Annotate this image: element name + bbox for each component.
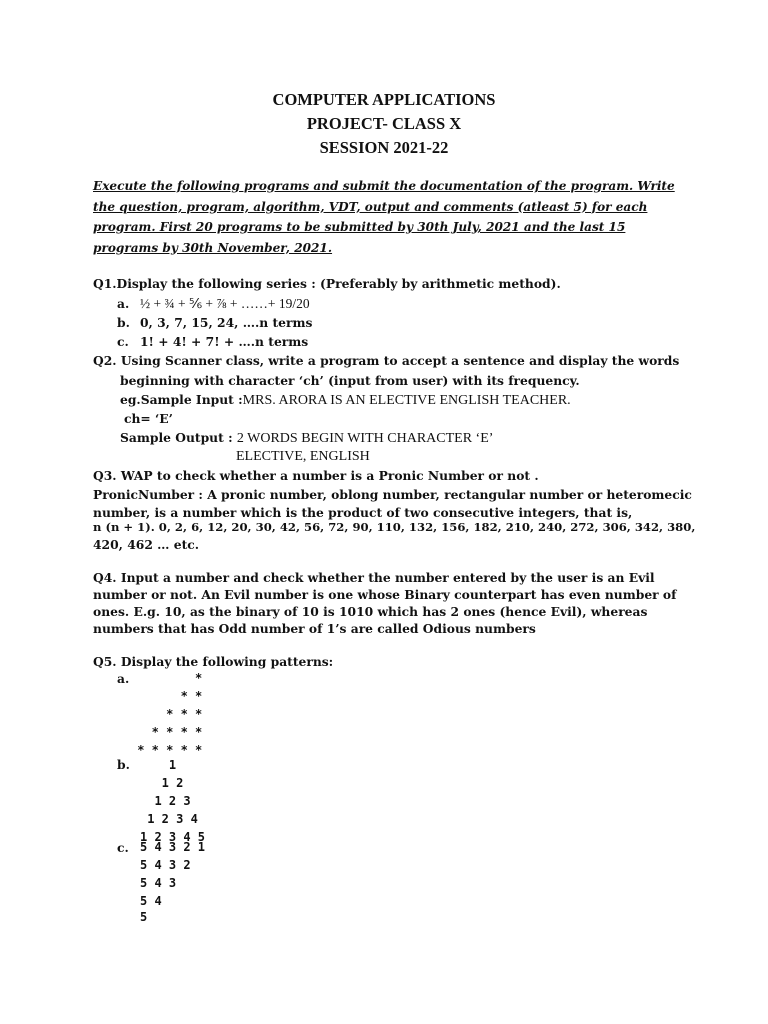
pattern-a-row-5: * * * * * <box>130 743 203 757</box>
q1-a-label: a. <box>117 296 130 311</box>
q5-b-label: b. <box>117 757 130 772</box>
q1-item-c <box>117 332 308 352</box>
q4-line4: numbers that has Odd number of 1’s are called Odious numbers <box>93 621 536 636</box>
q2-output-line2 <box>236 447 370 466</box>
header-project: PROJECT- CLASS X <box>306 114 462 133</box>
q2-ch-line: ch= ‘E’ <box>124 411 173 426</box>
pattern-b-row-2: 1 2 <box>140 776 184 790</box>
header-session: SESSION 2021-22 <box>319 138 449 157</box>
pattern-c-row-3: 5 4 3 <box>140 876 177 890</box>
q2-line1: Q2. Using Scanner class, write a program to accept a sentence and display the words <box>93 353 680 368</box>
q4-line1: Q4. Input a number and check whether the number entered by the user is an Evil <box>93 570 655 585</box>
q2-input-label: eg.Sample Input : <box>120 392 243 407</box>
instructions-paragraph: Execute the following programs and submit the documentation of the program. Write the question, program, algorithm, VDT, output and comments (atleast 5) for each program. First 20 programs to be submitted by 30th July, 2021 and the last 15 programs by 30th November, 2021. <box>93 179 675 255</box>
q3-line4: n (n + 1). 0, 2, 6, 12, 20, 30, 42, 56, 72, 90, 110, 132, 156, 182, 210, 240, 272, 306, 342, 380, <box>93 520 696 534</box>
pattern-b-row-4: 1 2 3 4 <box>140 812 198 826</box>
q1-title: Q1.Display the following series : (Preferably by arithmetic method). <box>93 276 561 291</box>
q3-line2: PronicNumber : A pronic number, oblong number, rectangular number or heteromecic <box>93 487 692 502</box>
pattern-a-row-2: * * <box>130 689 203 703</box>
pattern-a-row-4: * * * * <box>130 725 203 739</box>
q1-b-label: b. <box>117 315 130 330</box>
q4-line2: number or not. An Evil number is one whose Binary counterpart has even number of <box>93 587 677 602</box>
pattern-a-row-1: * <box>130 671 203 685</box>
q1-c-label: c. <box>117 334 129 349</box>
pattern-b-row-5: 1 2 3 4 5 <box>140 830 206 844</box>
pattern-b-row-3: 1 2 3 <box>140 794 191 808</box>
document-header <box>0 88 768 160</box>
pattern-b-row-1: 1 <box>140 758 177 772</box>
q1-a-text: ½ + ¾ + ⅚ + ⅞ + ……+ 19/20 <box>140 296 310 311</box>
q2-line2: beginning with character ‘ch’ (input from user) with its frequency. <box>120 373 580 388</box>
q2-output-label: Sample Output : <box>120 430 233 445</box>
q3-line3: number, is a number which is the product of two consecutive integers, that is, <box>93 505 633 520</box>
q1-item-b <box>117 313 312 333</box>
q2-sample-output <box>120 428 493 448</box>
q2-output-value2: ELECTIVE, ENGLISH <box>236 449 370 464</box>
q5-c-label: c. <box>117 840 129 855</box>
pattern-c-row-5: 5 <box>140 910 148 924</box>
q4-line3: ones. E.g. 10, as the binary of 10 is 1010 which has 2 ones (hence Evil), whereas <box>93 604 648 619</box>
q5-a-label: a. <box>117 671 130 686</box>
q2-sample-input <box>120 390 571 410</box>
pattern-c-row-1: 5 4 3 2 1 <box>140 840 206 854</box>
pattern-c-row-4: 5 4 <box>140 894 162 908</box>
header-subject: COMPUTER APPLICATIONS <box>272 90 496 109</box>
pattern-c-row-2: 5 4 3 2 <box>140 858 191 872</box>
q5-title: Q5. Display the following patterns: <box>93 654 334 669</box>
q1-b-text: 0, 3, 7, 15, 24, ….n terms <box>140 315 313 330</box>
q2-input-value: MRS. ARORA IS AN ELECTIVE ENGLISH TEACHER. <box>242 393 571 408</box>
pattern-a-row-3: * * * <box>130 707 203 721</box>
q1-item-a <box>117 294 310 314</box>
q1-c-text: 1! + 4! + 7! + ….n terms <box>140 334 309 349</box>
q2-output-value: 2 WORDS BEGIN WITH CHARACTER ‘E’ <box>236 431 494 446</box>
q3-line5: 420, 462 … etc. <box>93 537 200 552</box>
q3-line1: Q3. WAP to check whether a number is a Pronic Number or not . <box>93 468 539 483</box>
